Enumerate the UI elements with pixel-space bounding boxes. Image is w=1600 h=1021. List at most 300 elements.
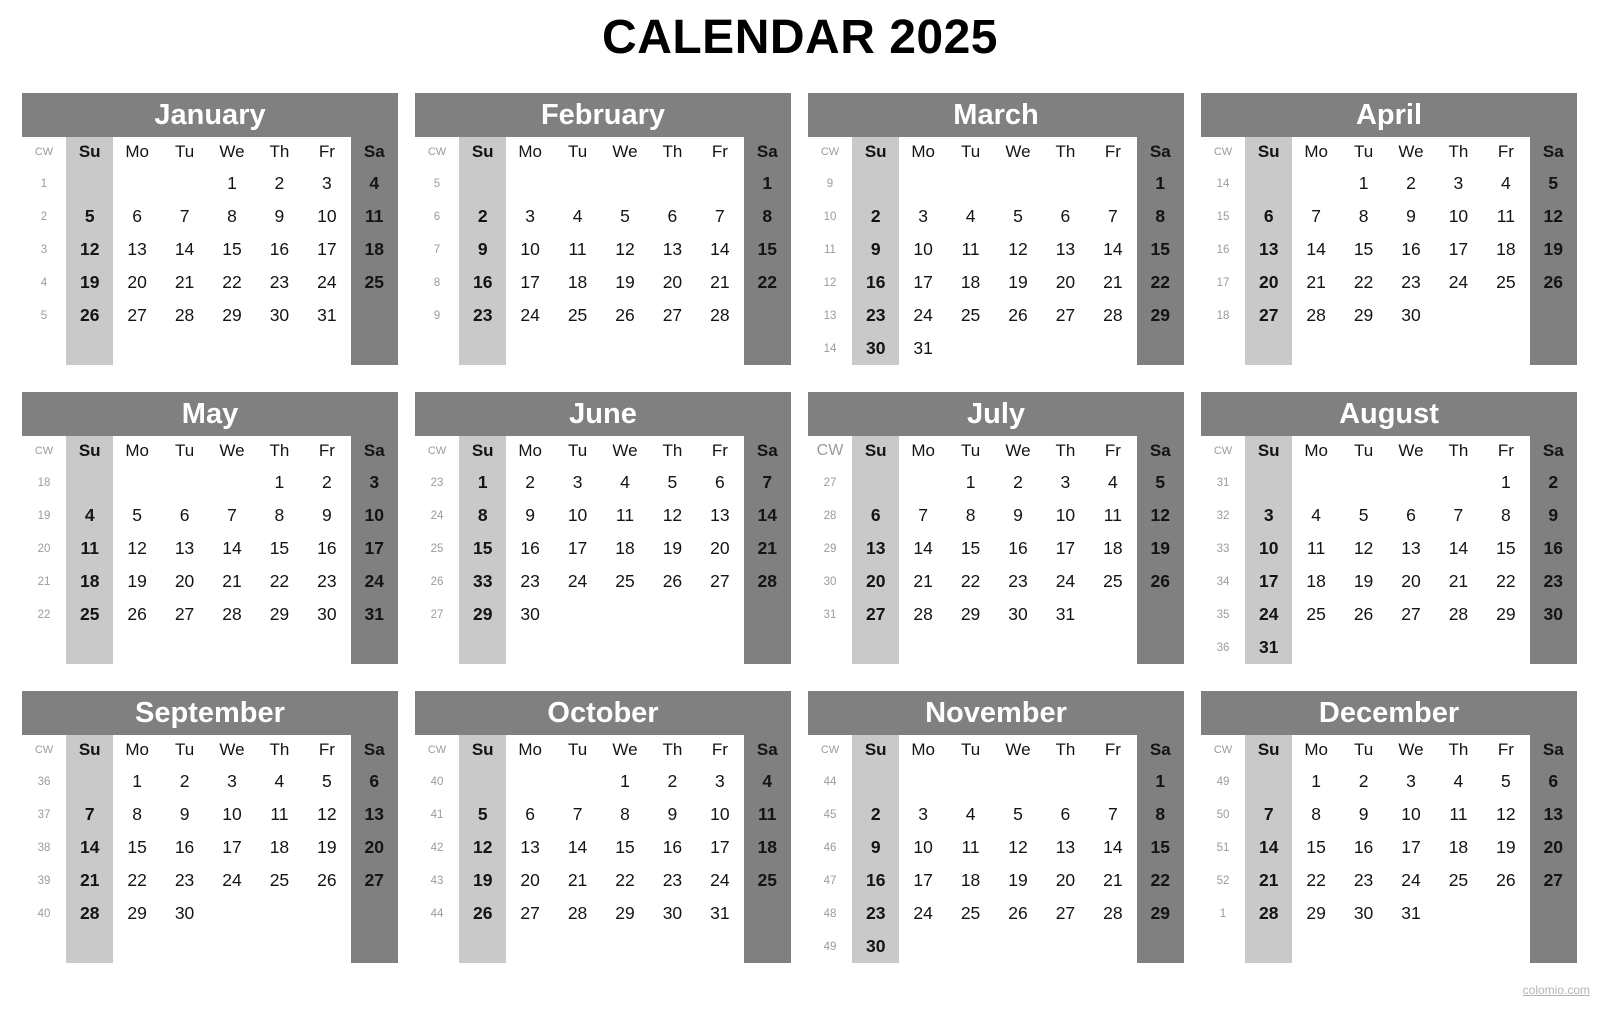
- date-cell: [1292, 631, 1339, 664]
- date-cell: 13: [1401, 538, 1421, 558]
- date-cell: 11: [270, 804, 289, 824]
- cw-week-number: 25: [430, 542, 444, 555]
- date-cell: 4: [1311, 505, 1321, 525]
- date-cell: 1: [1500, 472, 1511, 492]
- date-cell: 20: [1258, 272, 1279, 292]
- date-cell: 6: [525, 804, 535, 824]
- date-cell: 26: [1008, 903, 1028, 923]
- cw-week-number: 8: [433, 276, 441, 289]
- date-cell: 17: [222, 837, 242, 857]
- date-cell: 14: [1306, 239, 1326, 259]
- dow-header-fr: Fr: [1497, 740, 1514, 759]
- month-body: [22, 137, 398, 365]
- month-november: [808, 691, 1184, 963]
- date-cell: 30: [1401, 305, 1421, 325]
- date-cell: [459, 765, 506, 798]
- date-cell: 28: [913, 604, 933, 624]
- date-cell: [1042, 765, 1089, 798]
- date-cell: 30: [317, 604, 337, 624]
- date-cell: 24: [1055, 571, 1076, 591]
- date-cell: 15: [269, 538, 290, 558]
- date-cell: 1: [620, 771, 630, 791]
- date-cell: 20: [520, 870, 540, 890]
- date-cell: 31: [710, 903, 730, 923]
- date-cell: 11: [1449, 804, 1468, 824]
- month-name: March: [808, 93, 1184, 137]
- date-cell: [899, 167, 946, 200]
- date-cell: 22: [757, 272, 777, 292]
- date-cell: 3: [227, 771, 237, 791]
- date-cell: [1530, 299, 1577, 332]
- month-body: [808, 137, 1184, 365]
- date-cell: 8: [1155, 804, 1166, 824]
- month-body: [22, 735, 398, 963]
- date-cell: 11: [80, 538, 99, 558]
- date-cell: 19: [615, 272, 635, 292]
- date-cell: 24: [710, 870, 730, 890]
- date-cell: 3: [918, 206, 928, 226]
- cw-week-number: 1: [1219, 907, 1227, 920]
- date-cell: 16: [1353, 837, 1374, 857]
- date-cell: [947, 167, 994, 200]
- date-cell: 27: [127, 305, 147, 325]
- cw-week-number: 44: [823, 775, 837, 788]
- dow-header-we: We: [1398, 441, 1424, 460]
- date-cell: 20: [865, 571, 886, 591]
- date-cell: 19: [662, 538, 683, 558]
- dow-header-mo: Mo: [518, 142, 542, 161]
- date-cell: 28: [567, 903, 588, 923]
- date-cell: [1089, 765, 1136, 798]
- month-week-grid: [1201, 137, 1577, 365]
- calendar-grid: [22, 93, 1577, 963]
- date-cell: 12: [472, 837, 493, 857]
- date-cell: 10: [1448, 206, 1469, 226]
- date-cell: 9: [1548, 505, 1559, 525]
- dow-header-su: Su: [78, 142, 101, 161]
- date-cell: [1089, 930, 1136, 963]
- date-cell: 22: [1353, 272, 1374, 292]
- cw-week-number: 5: [40, 309, 48, 322]
- watermark-link[interactable]: colomio.com: [1522, 983, 1590, 997]
- date-cell: 21: [1103, 272, 1123, 292]
- month-july: [808, 392, 1184, 664]
- date-cell: [113, 466, 160, 499]
- date-cell: 25: [79, 604, 100, 624]
- cw-week-number: 35: [1216, 608, 1230, 621]
- date-cell: [994, 930, 1041, 963]
- cw-header-label: CW: [816, 442, 844, 459]
- date-cell: 23: [269, 272, 290, 292]
- date-cell: 7: [762, 472, 773, 492]
- date-cell: 26: [1496, 870, 1516, 890]
- cw-week-number: 29: [823, 542, 837, 555]
- dow-header-sa: Sa: [1149, 740, 1171, 759]
- date-cell: 22: [269, 571, 290, 591]
- dow-header-su: Su: [471, 441, 494, 460]
- date-cell: 19: [317, 837, 337, 857]
- date-cell: [554, 598, 601, 631]
- date-cell: 24: [567, 571, 588, 591]
- date-cell: 16: [472, 272, 493, 292]
- date-cell: 9: [321, 505, 332, 525]
- date-cell: 23: [472, 305, 493, 325]
- date-cell: 14: [222, 538, 242, 558]
- date-cell: 8: [477, 505, 488, 525]
- date-cell: 7: [572, 804, 583, 824]
- cw-week-number: 32: [1216, 509, 1230, 522]
- date-cell: 1: [227, 173, 237, 193]
- dow-header-fr: Fr: [1104, 740, 1121, 759]
- date-cell: 3: [1060, 472, 1071, 492]
- date-cell: 5: [321, 771, 332, 791]
- cw-week-number: 14: [1216, 177, 1230, 190]
- date-cell: 4: [369, 173, 380, 193]
- date-cell: 28: [1103, 903, 1123, 923]
- date-cell: 14: [757, 505, 777, 525]
- dow-header-tu: Tu: [174, 740, 195, 759]
- dow-header-tu: Tu: [960, 142, 981, 161]
- cw-week-number: 43: [430, 874, 444, 887]
- dow-header-mo: Mo: [125, 142, 149, 161]
- cw-week-number: 10: [823, 210, 837, 223]
- date-cell: [696, 167, 743, 200]
- date-cell: 18: [269, 837, 290, 857]
- date-cell: 24: [317, 272, 337, 292]
- dow-header-th: Th: [662, 740, 683, 759]
- date-cell: 25: [1448, 870, 1469, 890]
- dow-header-th: Th: [269, 441, 290, 460]
- date-cell: 2: [1406, 173, 1416, 193]
- date-cell: 9: [667, 804, 678, 824]
- date-cell: 15: [757, 239, 777, 259]
- date-cell: 6: [1548, 771, 1559, 791]
- date-cell: [554, 167, 601, 200]
- dow-header-fr: Fr: [1104, 142, 1121, 161]
- month-body: [415, 735, 791, 963]
- date-cell: 23: [865, 305, 886, 325]
- date-cell: 9: [1358, 804, 1369, 824]
- date-cell: [208, 897, 255, 930]
- date-cell: 29: [222, 305, 242, 325]
- date-cell: 25: [960, 903, 981, 923]
- date-cell: 31: [1055, 604, 1076, 624]
- date-cell: 30: [1008, 604, 1028, 624]
- date-cell: 15: [960, 538, 981, 558]
- dow-header-we: We: [219, 441, 245, 460]
- cw-week-number: 36: [1216, 641, 1230, 654]
- date-cell: 29: [960, 604, 981, 624]
- date-cell: 1: [274, 472, 285, 492]
- date-cell: [1482, 897, 1529, 930]
- cw-week-number: 18: [37, 476, 51, 489]
- date-cell: 16: [1401, 239, 1421, 259]
- dow-header-th: Th: [662, 441, 683, 460]
- month-february: [415, 93, 791, 365]
- dow-header-sa: Sa: [756, 441, 778, 460]
- date-cell: [852, 167, 899, 200]
- date-cell: 19: [79, 272, 100, 292]
- date-cell: [744, 299, 791, 332]
- date-cell: 4: [762, 771, 773, 791]
- date-cell: 24: [913, 305, 933, 325]
- date-cell: 7: [1107, 804, 1118, 824]
- date-cell: 16: [520, 538, 540, 558]
- dow-header-tu: Tu: [567, 740, 588, 759]
- dow-header-su: Su: [1257, 142, 1280, 161]
- date-cell: 28: [1306, 305, 1326, 325]
- date-cell: [1245, 765, 1292, 798]
- date-cell: [1482, 631, 1529, 664]
- date-cell: 25: [960, 305, 981, 325]
- date-cell: 7: [227, 505, 237, 525]
- date-cell: 27: [1543, 870, 1563, 890]
- dow-header-fr: Fr: [1497, 142, 1514, 161]
- date-cell: 16: [317, 538, 337, 558]
- dow-header-sa: Sa: [1149, 142, 1171, 161]
- date-cell: 30: [1543, 604, 1563, 624]
- date-cell: 15: [1306, 837, 1326, 857]
- date-cell: 6: [132, 206, 142, 226]
- date-cell: [161, 167, 208, 200]
- date-cell: 18: [1496, 239, 1516, 259]
- date-cell: 11: [1496, 206, 1515, 226]
- date-cell: 20: [1401, 571, 1421, 591]
- date-cell: 30: [662, 903, 683, 923]
- date-cell: 29: [472, 604, 493, 624]
- date-cell: 21: [567, 870, 588, 890]
- date-cell: 23: [520, 571, 540, 591]
- date-cell: 20: [1055, 870, 1076, 890]
- date-cell: 2: [525, 472, 535, 492]
- date-cell: 16: [1008, 538, 1028, 558]
- date-cell: 12: [1496, 804, 1516, 824]
- date-cell: [649, 598, 696, 631]
- date-cell: 21: [79, 870, 100, 890]
- date-cell: 2: [870, 206, 881, 226]
- date-cell: 23: [662, 870, 683, 890]
- month-march: [808, 93, 1184, 365]
- date-cell: 10: [567, 505, 588, 525]
- month-week-grid: [22, 735, 398, 963]
- date-cell: 7: [1263, 804, 1274, 824]
- cw-week-number: 26: [430, 575, 444, 588]
- date-cell: 11: [568, 239, 587, 259]
- date-cell: [899, 930, 946, 963]
- month-name: October: [415, 691, 791, 735]
- date-cell: 11: [961, 239, 980, 259]
- date-cell: 3: [525, 206, 535, 226]
- date-cell: 19: [1150, 538, 1170, 558]
- date-cell: 26: [1353, 604, 1374, 624]
- date-cell: 21: [1103, 870, 1123, 890]
- date-cell: 6: [1406, 505, 1416, 525]
- date-cell: 8: [1358, 206, 1369, 226]
- date-cell: 10: [520, 239, 540, 259]
- cw-week-number: 13: [823, 309, 837, 322]
- date-cell: 1: [1358, 173, 1369, 193]
- date-cell: 3: [1453, 173, 1464, 193]
- date-cell: [1530, 631, 1577, 664]
- dow-header-mo: Mo: [1304, 740, 1328, 759]
- date-cell: 21: [1306, 272, 1326, 292]
- date-cell: 14: [913, 538, 933, 558]
- date-cell: 9: [179, 804, 190, 824]
- date-cell: [506, 765, 553, 798]
- cw-week-number: 15: [1216, 210, 1230, 223]
- date-cell: 11: [615, 505, 635, 525]
- date-cell: 29: [1353, 305, 1374, 325]
- date-cell: 1: [1155, 771, 1166, 791]
- date-cell: 9: [1406, 206, 1416, 226]
- cw-week-number: 49: [1216, 775, 1230, 788]
- date-cell: 18: [960, 870, 981, 890]
- date-cell: 17: [1401, 837, 1421, 857]
- cw-week-number: 18: [1216, 309, 1230, 322]
- date-cell: 15: [615, 837, 635, 857]
- month-week-grid: [808, 137, 1184, 365]
- date-cell: 27: [1258, 305, 1279, 325]
- cw-week-number: 14: [823, 342, 837, 355]
- date-cell: 22: [1150, 272, 1170, 292]
- date-cell: 3: [321, 173, 332, 193]
- date-cell: 10: [1258, 538, 1279, 558]
- cw-week-number: 23: [430, 476, 444, 489]
- cw-week-number: 11: [824, 243, 836, 256]
- cw-week-number: 46: [823, 841, 837, 854]
- date-cell: 30: [865, 338, 886, 358]
- date-cell: 18: [1448, 837, 1469, 857]
- date-cell: 22: [1306, 870, 1326, 890]
- date-cell: 17: [567, 538, 588, 558]
- date-cell: 6: [179, 505, 190, 525]
- cw-week-number: 41: [430, 808, 444, 821]
- date-cell: 9: [525, 505, 535, 525]
- date-cell: 30: [865, 936, 886, 956]
- month-body: [415, 436, 791, 664]
- cw-week-number: 21: [37, 575, 51, 588]
- date-cell: [506, 167, 553, 200]
- date-cell: 23: [1008, 571, 1028, 591]
- month-body: [1201, 436, 1577, 664]
- date-cell: 10: [364, 505, 384, 525]
- date-cell: 26: [1150, 571, 1170, 591]
- date-cell: 27: [174, 604, 195, 624]
- date-cell: 21: [710, 272, 730, 292]
- date-cell: 3: [1406, 771, 1416, 791]
- date-cell: 31: [1258, 637, 1279, 657]
- date-cell: 24: [1401, 870, 1421, 890]
- date-cell: 5: [1500, 771, 1511, 791]
- dow-header-sa: Sa: [1542, 441, 1564, 460]
- dow-header-tu: Tu: [1353, 740, 1374, 759]
- date-cell: [1089, 598, 1136, 631]
- date-cell: 10: [913, 239, 933, 259]
- date-cell: 19: [1496, 837, 1516, 857]
- month-week-grid: [1201, 735, 1577, 963]
- date-cell: [696, 598, 743, 631]
- date-cell: 7: [1453, 505, 1464, 525]
- date-cell: 14: [79, 837, 100, 857]
- cw-week-number: 31: [1216, 476, 1230, 489]
- date-cell: 2: [1548, 472, 1559, 492]
- cw-week-number: 34: [1216, 575, 1230, 588]
- date-cell: 22: [1150, 870, 1170, 890]
- cw-week-number: 31: [823, 608, 837, 621]
- dow-header-we: We: [1005, 740, 1031, 759]
- date-cell: 18: [757, 837, 777, 857]
- dow-header-fr: Fr: [1497, 441, 1514, 460]
- date-cell: 21: [1258, 870, 1279, 890]
- date-cell: 13: [174, 538, 195, 558]
- date-cell: 13: [1055, 239, 1076, 259]
- date-cell: 29: [1150, 903, 1170, 923]
- date-cell: 8: [132, 804, 142, 824]
- date-cell: 12: [79, 239, 100, 259]
- date-cell: [1089, 167, 1136, 200]
- date-cell: 22: [615, 870, 635, 890]
- date-cell: 3: [572, 472, 583, 492]
- dow-header-sa: Sa: [363, 441, 385, 460]
- date-cell: 1: [1311, 771, 1321, 791]
- date-cell: 26: [127, 604, 147, 624]
- date-cell: 11: [758, 804, 777, 824]
- date-cell: [947, 930, 994, 963]
- date-cell: [1245, 466, 1292, 499]
- date-cell: 16: [865, 272, 886, 292]
- month-december: [1201, 691, 1577, 963]
- date-cell: 12: [317, 804, 337, 824]
- dow-header-fr: Fr: [318, 142, 335, 161]
- date-cell: 3: [1263, 505, 1274, 525]
- dow-header-th: Th: [1448, 441, 1469, 460]
- month-body: [1201, 735, 1577, 963]
- cw-week-number: 22: [37, 608, 51, 621]
- date-cell: 20: [364, 837, 384, 857]
- date-cell: 9: [477, 239, 488, 259]
- date-cell: 1: [762, 173, 773, 193]
- dow-header-su: Su: [78, 441, 101, 460]
- date-cell: 28: [1103, 305, 1123, 325]
- date-cell: 20: [127, 272, 147, 292]
- date-cell: 17: [710, 837, 730, 857]
- date-cell: [744, 897, 791, 930]
- dow-header-fr: Fr: [711, 142, 728, 161]
- cw-week-number: 39: [37, 874, 51, 887]
- dow-header-fr: Fr: [711, 441, 728, 460]
- month-january: [22, 93, 398, 365]
- cw-header-label: CW: [34, 146, 54, 158]
- date-cell: 15: [1496, 538, 1516, 558]
- date-cell: 20: [174, 571, 195, 591]
- cw-week-number: 52: [1216, 874, 1230, 887]
- month-september: [22, 691, 398, 963]
- date-cell: 31: [913, 338, 933, 358]
- date-cell: 29: [269, 604, 290, 624]
- date-cell: 5: [1358, 505, 1369, 525]
- cw-week-number: 27: [430, 608, 444, 621]
- date-cell: 26: [662, 571, 683, 591]
- date-cell: 33: [472, 571, 493, 591]
- dow-header-th: Th: [269, 142, 290, 161]
- date-cell: 12: [662, 505, 683, 525]
- date-cell: 24: [222, 870, 242, 890]
- date-cell: 28: [710, 305, 730, 325]
- cw-week-number: 27: [823, 476, 837, 489]
- dow-header-sa: Sa: [756, 740, 778, 759]
- date-cell: 30: [1353, 903, 1374, 923]
- date-cell: 17: [913, 272, 933, 292]
